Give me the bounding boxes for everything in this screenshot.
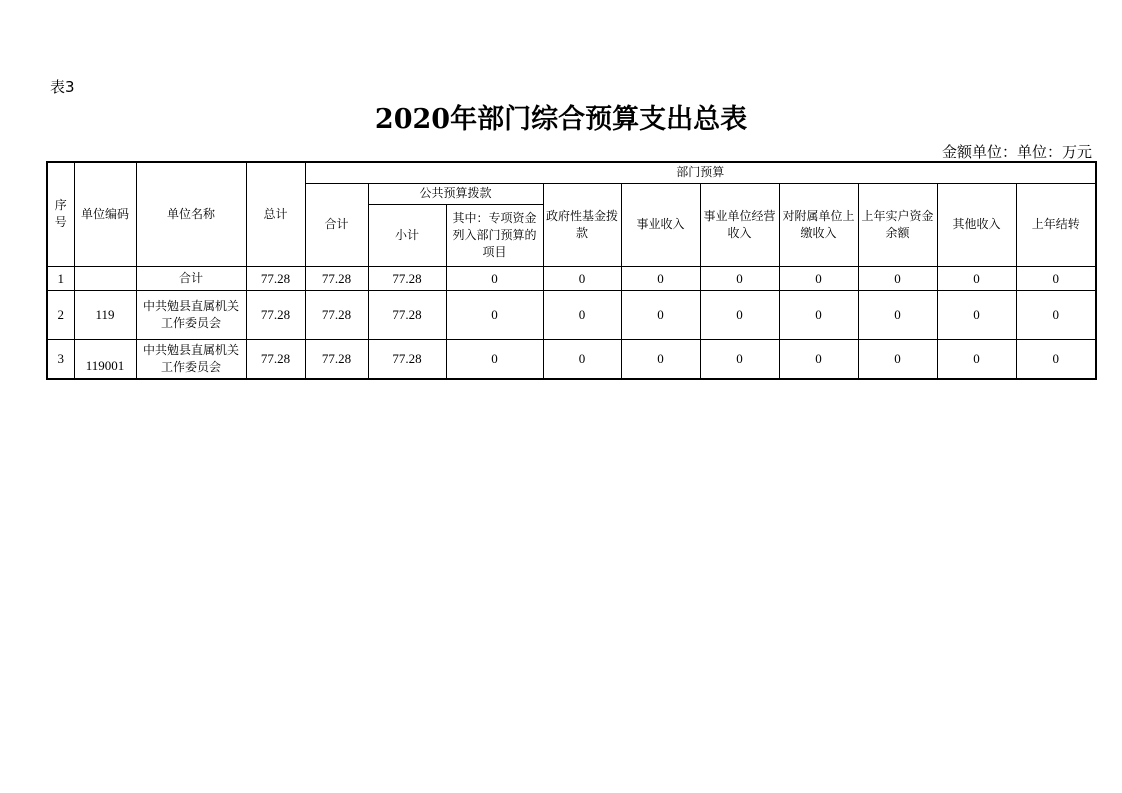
cell-name: 中共勉县直属机关工作委员会 bbox=[136, 339, 246, 379]
cell-business-operating: 0 bbox=[700, 290, 779, 339]
cell-carryover: 0 bbox=[1016, 266, 1096, 290]
table-label: 表3 bbox=[50, 78, 75, 96]
header-gov-fund: 政府性基金拨款 bbox=[543, 183, 621, 266]
cell-other: 0 bbox=[937, 290, 1016, 339]
cell-code: 119001 bbox=[74, 339, 136, 379]
cell-name: 合计 bbox=[136, 266, 246, 290]
cell-subordinate: 0 bbox=[779, 339, 858, 379]
header-prev-year-balance: 上年实户资金余额 bbox=[858, 183, 937, 266]
cell-seq: 2 bbox=[47, 290, 74, 339]
cell-special: 0 bbox=[446, 290, 543, 339]
cell-seq: 3 bbox=[47, 339, 74, 379]
header-subtotal: 小计 bbox=[368, 204, 446, 266]
cell-heji: 77.28 bbox=[305, 266, 368, 290]
header-public-budget: 公共预算拨款 bbox=[368, 183, 543, 204]
cell-total: 77.28 bbox=[246, 290, 305, 339]
cell-name: 中共勉县直属机关工作委员会 bbox=[136, 290, 246, 339]
header-special-projects: 其中：专项资金列入部门预算的项目 bbox=[446, 204, 543, 266]
cell-subordinate: 0 bbox=[779, 266, 858, 290]
cell-special: 0 bbox=[446, 339, 543, 379]
cell-total: 77.28 bbox=[246, 339, 305, 379]
header-total: 总计 bbox=[246, 162, 305, 266]
cell-business-income: 0 bbox=[621, 266, 700, 290]
cell-business-income: 0 bbox=[621, 339, 700, 379]
cell-prev-balance: 0 bbox=[858, 290, 937, 339]
header-prev-year-carryover: 上年结转 bbox=[1016, 183, 1096, 266]
cell-code: 119 bbox=[74, 290, 136, 339]
cell-subtotal: 77.28 bbox=[368, 339, 446, 379]
cell-prev-balance: 0 bbox=[858, 266, 937, 290]
cell-carryover: 0 bbox=[1016, 339, 1096, 379]
cell-carryover: 0 bbox=[1016, 290, 1096, 339]
cell-other: 0 bbox=[937, 339, 1016, 379]
cell-other: 0 bbox=[937, 266, 1016, 290]
cell-heji: 77.28 bbox=[305, 339, 368, 379]
cell-subtotal: 77.28 bbox=[368, 290, 446, 339]
cell-business-income: 0 bbox=[621, 290, 700, 339]
header-name: 单位名称 bbox=[136, 162, 246, 266]
header-seq: 序号 bbox=[47, 162, 74, 266]
table-row bbox=[47, 339, 1096, 379]
header-subordinate-payment: 对附属单位上缴收入 bbox=[779, 183, 858, 266]
header-dept-budget: 部门预算 bbox=[305, 162, 1096, 183]
cell-gov-fund: 0 bbox=[543, 266, 621, 290]
cell-business-operating: 0 bbox=[700, 266, 779, 290]
cell-heji: 77.28 bbox=[305, 290, 368, 339]
header-business-unit-operating: 事业单位经营收入 bbox=[700, 183, 779, 266]
cell-business-operating: 0 bbox=[700, 339, 779, 379]
header-heji: 合计 bbox=[305, 183, 368, 266]
cell-subtotal: 77.28 bbox=[368, 266, 446, 290]
table-row bbox=[47, 290, 1096, 339]
budget-expenditure-table bbox=[46, 161, 1097, 380]
cell-special: 0 bbox=[446, 266, 543, 290]
cell-subordinate: 0 bbox=[779, 290, 858, 339]
table-row bbox=[47, 266, 1096, 290]
amount-unit-label: 金额单位：单位：万元 bbox=[941, 143, 1092, 161]
cell-gov-fund: 0 bbox=[543, 290, 621, 339]
header-other-income: 其他收入 bbox=[937, 183, 1016, 266]
cell-code bbox=[74, 266, 136, 290]
header-business-income: 事业收入 bbox=[621, 183, 700, 266]
cell-gov-fund: 0 bbox=[543, 339, 621, 379]
header-code: 单位编码 bbox=[74, 162, 136, 266]
cell-prev-balance: 0 bbox=[858, 339, 937, 379]
cell-total: 77.28 bbox=[246, 266, 305, 290]
page-title: 2020年部门综合预算支出总表 bbox=[374, 104, 748, 135]
cell-seq: 1 bbox=[47, 266, 74, 290]
